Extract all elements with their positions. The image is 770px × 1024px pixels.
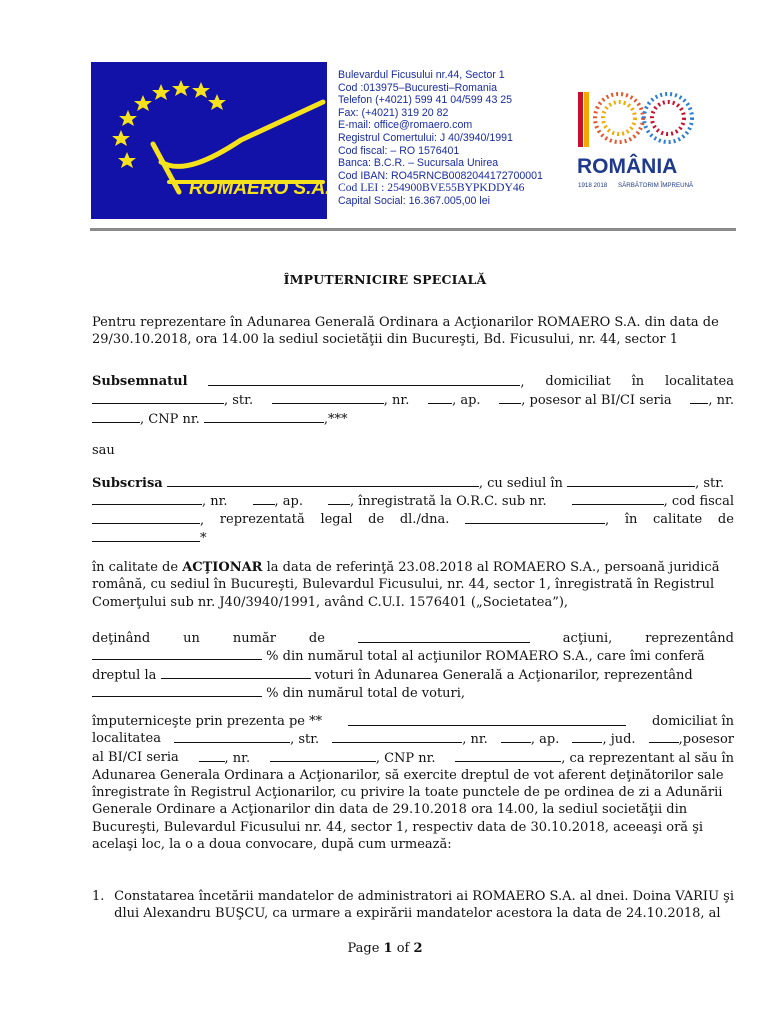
- address-line: Telefon (+4021) 599 41 04/599 43 25: [338, 94, 513, 107]
- street-blank[interactable]: [272, 391, 384, 404]
- shares-percent-blank[interactable]: [92, 647, 262, 660]
- word: în: [624, 511, 638, 527]
- address-line: Registrul Comertului: J 40/3940/1991: [338, 131, 513, 144]
- fiscal-code-blank[interactable]: [92, 511, 200, 524]
- proxy-apartment-blank[interactable]: [572, 730, 602, 743]
- address-line: E-mail: office@romaero.com: [338, 119, 473, 132]
- street-blank[interactable]: [92, 492, 202, 505]
- company-address-block: [338, 69, 543, 208]
- address-line: Fax: (+4021) 319 20 82: [338, 106, 449, 119]
- document-title: ÎMPUTERNICIRE SPECIALĂ: [283, 272, 487, 287]
- imputerniceste-paragraph: împuterniceşte prin prezenta pe ** domiciliat în localitatea , str. , nr. , ap. , jud. ,posesor al BI/CI seria , nr. , CNP nr. , ca reprezentant al său în Adunarea Generala Ordinara a Acţionarilor, să exercite dreptul de vot aferent deţinătorilor sale înregistrate în Registrul Acţionarilor, cu privire la toate punctele de pe ordinea de zi a Adunării Generale Ordinare a Acţionarilor din data de 29.10.2018 ora 14.00, la sediul societăţii din Bucureşti, Bulevardul Ficusului nr. 44, sector 1, respectiv data de 30.10.2018, aceeaşi oră şi acelaşi loc, la o a doua convocare, după cum urmează:: [92, 714, 734, 853]
- apartment-blank[interactable]: [328, 492, 350, 505]
- address-line: Cod fiscal: – RO 1576401: [338, 144, 460, 157]
- digit-one-bar: [584, 92, 589, 147]
- id-series-blank[interactable]: [690, 391, 708, 404]
- detinand-paragraph: deţinând un număr de acţiuni, reprezentând % din numărul total al acţiunilor ROMAERO S.A., care îmi conferă dreptul la voturi în Adunarea Generală a Acţionarilor, reprezentând % din numărul total de voturi,: [92, 631, 734, 701]
- apartment-blank[interactable]: [499, 391, 521, 404]
- proxy-id-number-blank[interactable]: [270, 749, 376, 762]
- actionar-bold: ACŢIONAR: [182, 560, 263, 575]
- actionar-paragraph: în calitate de ACŢIONAR la data de referinţă 23.08.2018 al ROMAERO S.A., persoană juridică română, cu sediul în Bucureşti, Bulevardul Ficusului, nr. 44, sector 1, înregistrată în Registrul Comerţului sub nr. J40/3940/1991, având C.U.I. 1576401 („Societatea”),: [92, 560, 720, 610]
- page-number: 1: [383, 941, 393, 956]
- digit-one-bar: [578, 92, 583, 147]
- centenary-country: ROMÂNIA: [577, 155, 678, 178]
- locality-blank[interactable]: [92, 391, 224, 404]
- digit-zero-ring: [652, 102, 684, 134]
- subsemnatul-label: Subsemnatul: [92, 374, 188, 389]
- star-icon: [112, 130, 130, 146]
- word: de: [368, 511, 385, 527]
- word: localitatea: [664, 374, 734, 389]
- word: domiciliat: [545, 374, 611, 389]
- star-icon: [172, 80, 190, 96]
- number-blank[interactable]: [428, 391, 452, 404]
- number-blank[interactable]: [253, 492, 275, 505]
- address-line: Banca: B.C.R. – Sucursala Unirea: [338, 157, 499, 170]
- address-line: Cod IBAN: RO45RNCB0082044172700001: [338, 169, 543, 182]
- centenary-years: 1918 2018: [578, 182, 608, 189]
- address-line: Bulevardul Ficusului nr.44, Sector 1: [338, 69, 505, 81]
- votes-count-blank[interactable]: [161, 666, 311, 679]
- votes-percent-blank[interactable]: [92, 684, 262, 697]
- word: de: [717, 511, 734, 527]
- word: calitate: [653, 511, 703, 527]
- word: în: [631, 374, 645, 389]
- intro-paragraph: [92, 314, 734, 349]
- subscrisa-label: Subscrisa: [92, 476, 163, 491]
- proxy-id-series-blank[interactable]: [199, 749, 225, 762]
- capital-line: Capital Social: 16.367.005,00 lei: [338, 194, 490, 207]
- word: legal: [320, 511, 353, 527]
- proxy-number-blank[interactable]: [501, 730, 531, 743]
- company-name: ROMAERO S.A.: [189, 178, 327, 199]
- lei-line: Cod LEI : 254900BVE55BYPKDDY46: [338, 181, 525, 195]
- word: reprezentată: [219, 511, 305, 527]
- shares-count-blank[interactable]: [358, 630, 530, 643]
- star-icon: [119, 110, 137, 126]
- name-blank[interactable]: [208, 373, 520, 386]
- subsemnatul-section: Subsemnatul , domiciliat în localitatea , str. , nr. , ap. , posesor al BI/CI seria , nr. , CNP nr. ,***: [92, 374, 734, 427]
- romaero-emblem: [91, 62, 327, 219]
- intro-line: Pentru reprezentare în Adunarea Generală Ordinara a Acţionarilor ROMAERO S.A. din data de: [92, 315, 719, 330]
- proxy-name-blank[interactable]: [348, 713, 626, 726]
- page-footer: Page 1 of 2: [347, 941, 423, 956]
- romania-centenary-logo: [574, 86, 694, 196]
- star-icon: [134, 95, 152, 111]
- proxy-street-blank[interactable]: [332, 730, 462, 743]
- capacity-blank[interactable]: [92, 529, 200, 542]
- word: dl./dna.: [399, 511, 450, 527]
- sau-text: sau: [92, 443, 115, 458]
- proxy-county-blank[interactable]: [649, 730, 679, 743]
- centenary-motto: SĂRBĂTORIM ÎMPREUNĂ: [618, 182, 694, 189]
- company-logo: [91, 62, 327, 219]
- representative-blank[interactable]: [465, 511, 605, 524]
- digit-zero-ring: [603, 102, 635, 134]
- subscrisa-section: Subscrisa , cu sediul în , str. , nr. , ap. , înregistrată la O.R.C. sub nr. , cod fiscal , reprezentată legal de dl./dna. , în calitate de *: [92, 476, 734, 546]
- intro-line: 29/30.10.2018, ora 14.00 la sediul societăţii din Bucureşti, Bd. Ficusului, nr. 44, sector 1: [92, 332, 679, 348]
- header-divider: [90, 228, 736, 231]
- star-icon: [118, 152, 136, 168]
- star-icon: [208, 94, 226, 110]
- company-name-blank[interactable]: [167, 474, 479, 487]
- address-line: Cod :013975–Bucuresti–Romania: [338, 81, 498, 94]
- id-number-blank[interactable]: [92, 410, 140, 423]
- star-icon: [152, 84, 170, 100]
- star-icon: [192, 82, 210, 98]
- proxy-locality-blank[interactable]: [174, 730, 290, 743]
- orc-blank[interactable]: [572, 492, 664, 505]
- agenda-item-1: 1. Constatarea încetării mandatelor de administratori ai ROMAERO S.A. al dnei. Doina VARIU şi dlui Alexandru BUŞCU, ca urmare a expirării mandatelor acestora la data de 24.10.2018, al: [92, 889, 734, 922]
- item-number: 1.: [92, 889, 105, 904]
- page-total: 2: [413, 941, 423, 956]
- proxy-cnp-blank[interactable]: [455, 749, 561, 762]
- wing-stroke: [161, 102, 323, 166]
- seat-blank[interactable]: [567, 474, 695, 487]
- cnp-blank[interactable]: [204, 410, 324, 423]
